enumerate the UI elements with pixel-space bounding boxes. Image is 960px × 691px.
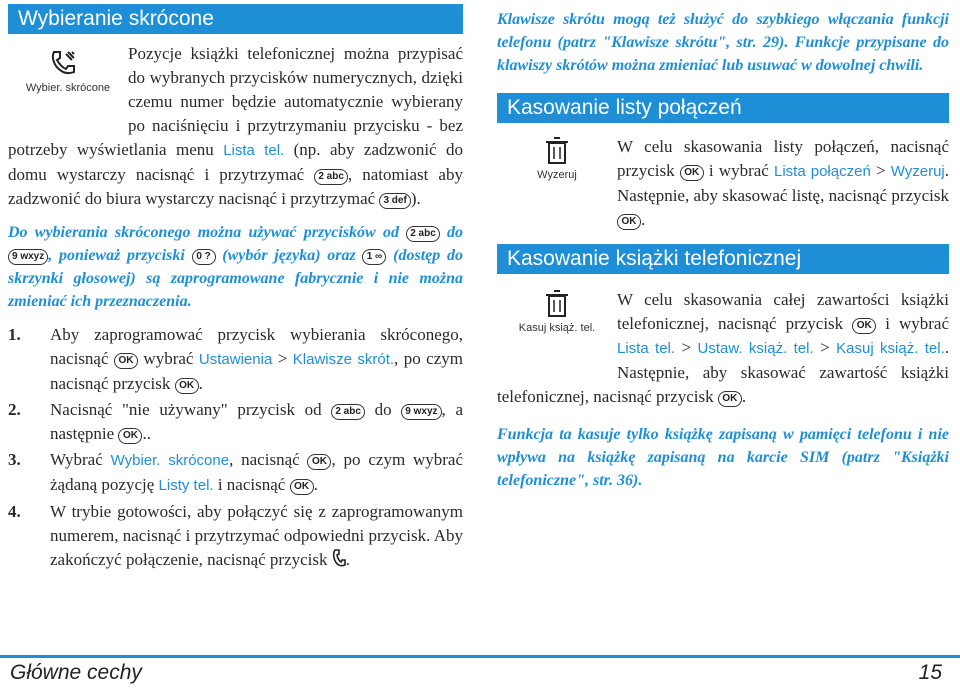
ok-key-icon: OK [118, 428, 142, 444]
key-2-icon: 2 abc [406, 226, 440, 242]
left-column [8, 0, 463, 574]
step-number: 1. [8, 325, 21, 344]
intro-text-2: (np. aby zadzwonić do domu wystarczy nacisnąć i przytrzymać [8, 140, 463, 184]
calls-text-4: . [641, 210, 646, 229]
section-heading-clear-phonebook: Kasowanie książki telefonicznej [497, 244, 949, 274]
book-text-4: . [741, 387, 747, 406]
book-text-1: W celu skasowania całej zawartości książki telefonicznej, nacisnąć przycisk [617, 290, 949, 333]
step-text: Nacisnąć "nie używany" przycisk od [50, 400, 332, 419]
calls-separator: > [870, 161, 891, 180]
steps-list [8, 323, 463, 572]
link-lista-polaczen: Lista połączeń [773, 163, 871, 180]
phone-hand-icon [48, 48, 78, 78]
key-2-icon: 2 abc [314, 169, 348, 185]
step-text: . [345, 550, 351, 569]
ok-key-icon: OK [617, 214, 641, 230]
step-text: Wybrać [50, 450, 111, 469]
link-kasuj-ksiaz-tel: Kasuj książ. tel. [836, 340, 945, 357]
book-separator: > [675, 338, 698, 357]
key-9-icon: 9 wxyz [401, 404, 441, 420]
step-item [8, 398, 463, 446]
step-text: Aby zaprogramować przycisk wybierania skróconego, nacisnąć [50, 325, 463, 368]
ok-key-icon: OK [290, 479, 314, 495]
link-ustawienia: Ustawienia [198, 351, 273, 368]
clear-calls-icon-label: Wyzeruj [537, 169, 577, 181]
step-number: 3. [8, 450, 21, 469]
step-text: i nacisnąć [213, 475, 290, 494]
right-column [497, 0, 949, 492]
step-text: . [198, 374, 203, 393]
speed-dial-note [8, 221, 463, 313]
trash-icon [544, 290, 570, 318]
key-0-icon: 0 ? [192, 249, 216, 265]
note-text-1: Do wybierania skróconego można używać przycisków od [8, 224, 407, 241]
calls-text-3: . Następnie, aby skasować listę, nacisnąć przycisk [617, 161, 949, 205]
link-lista-tel: Lista tel. [223, 142, 285, 159]
note-text-3: , ponieważ przyciski [48, 247, 192, 264]
link-ustaw-ksiaz-tel: Ustaw. książ. tel. [697, 340, 814, 357]
note-text-4: (wybór języka) oraz [215, 247, 363, 264]
phonebook-note: Funkcja ta kasuje tylko książkę zapisaną w pamięci telefonu i nie wpływa na książkę zapisaną na karcie SIM (patrz "Książki telefoniczne", str. 36). [497, 426, 949, 489]
speed-dial-icon-label: Wybier. skrócone [25, 82, 111, 94]
intro-text-4: ). [410, 189, 421, 208]
calls-text-1: W celu skasowania listy połączeń, nacisnąć przycisk [617, 137, 949, 180]
key-9-icon: 9 wxyz [8, 249, 48, 265]
trash-icon [544, 137, 570, 165]
step-text: . [313, 475, 318, 494]
step-text: wybrać [137, 349, 199, 368]
ok-key-icon: OK [680, 165, 704, 181]
step-text: , a następnie [50, 400, 464, 443]
step-number: 2. [8, 400, 21, 419]
ok-key-icon: OK [307, 454, 331, 470]
book-text-3: . Następnie, aby skasować zawartość książki telefonicznej, nacisnąć przycisk [497, 338, 949, 406]
step-text: W trybie gotowości, aby połączyć się z zaprogramowanym numerem, nacisnąć i przytrzymać odpowiedni przycisk. Aby zakończyć połączenie, nacisnąć przycisk [50, 502, 463, 569]
book-text-2: i wybrać [876, 314, 949, 333]
ok-key-icon: OK [718, 391, 742, 407]
key-1-icon: 1 ∞ [362, 249, 386, 265]
clear-phonebook-icon-block [497, 288, 617, 364]
footer-title: Główne cechy [10, 661, 142, 684]
link-lista-tel: Lista tel. [617, 340, 676, 357]
footer-rule [0, 655, 960, 658]
ok-key-icon: OK [852, 318, 876, 334]
section-heading-clear-calls: Kasowanie listy połączeń [497, 93, 949, 123]
ok-key-icon: OK [175, 378, 199, 394]
book-separator: > [813, 338, 837, 357]
hangup-phone-icon [332, 549, 346, 569]
link-klawisze-skrot: Klawisze skrót. [292, 351, 395, 368]
speed-dial-icon-block [8, 42, 128, 116]
note-text-2: do [439, 224, 463, 241]
intro-text-3: , natomiast aby zadzwonić do biura wystarczy nacisnąć i przytrzymać [8, 165, 463, 208]
clear-phonebook-icon-label: Kasuj książ. tel. [518, 322, 596, 334]
link-wybier-skrocone: Wybier. skrócone [110, 452, 230, 469]
link-listy-tel: Listy tel. [158, 477, 214, 494]
step-item [8, 323, 463, 396]
shortcut-note: Klawisze skrótu mogą też służyć do szybkiego włączania funkcji telefonu (patrz "Klawisze skrótu", str. 29). Funkcje przypisane do klawiszy skrótów można zmieniać lub usuwać w dowolnej chwili. [497, 11, 949, 74]
link-wyzeruj: Wyzeruj [890, 163, 945, 180]
step-number: 4. [8, 502, 21, 521]
step-separator: > [272, 349, 293, 368]
note-text-5: (dostęp do skrzynki głosowej) są zaprogramowane fabrycznie i nie można zmieniać ich przeznaczenia. [8, 247, 463, 310]
step-item [8, 448, 463, 498]
page-number: 15 [918, 661, 942, 684]
step-text: .. [142, 424, 151, 443]
intro-text-1: Pozycje książki telefonicznej można przypisać do wybranych przycisków numerycznych, dzięki czemu numer będzie automatycznie wybierany po naciśnięciu i przytrzymaniu przycisku - bez potrzeby wyświetlania menu [8, 44, 463, 159]
section-heading-speed-dial: Wybieranie skrócone [8, 4, 463, 34]
step-text: , po czym wybrać żądaną pozycję [50, 450, 464, 494]
calls-text-2: i wybrać [703, 161, 774, 180]
ok-key-icon: OK [114, 353, 138, 369]
step-text: do [364, 400, 402, 419]
clear-calls-icon-block [497, 135, 617, 211]
step-text: , po czym nacisnąć przycisk [50, 349, 463, 393]
key-3-icon: 3 def [379, 193, 410, 209]
step-item [8, 500, 463, 572]
key-2-icon: 2 abc [331, 404, 365, 420]
step-text: , nacisnąć [229, 450, 308, 469]
